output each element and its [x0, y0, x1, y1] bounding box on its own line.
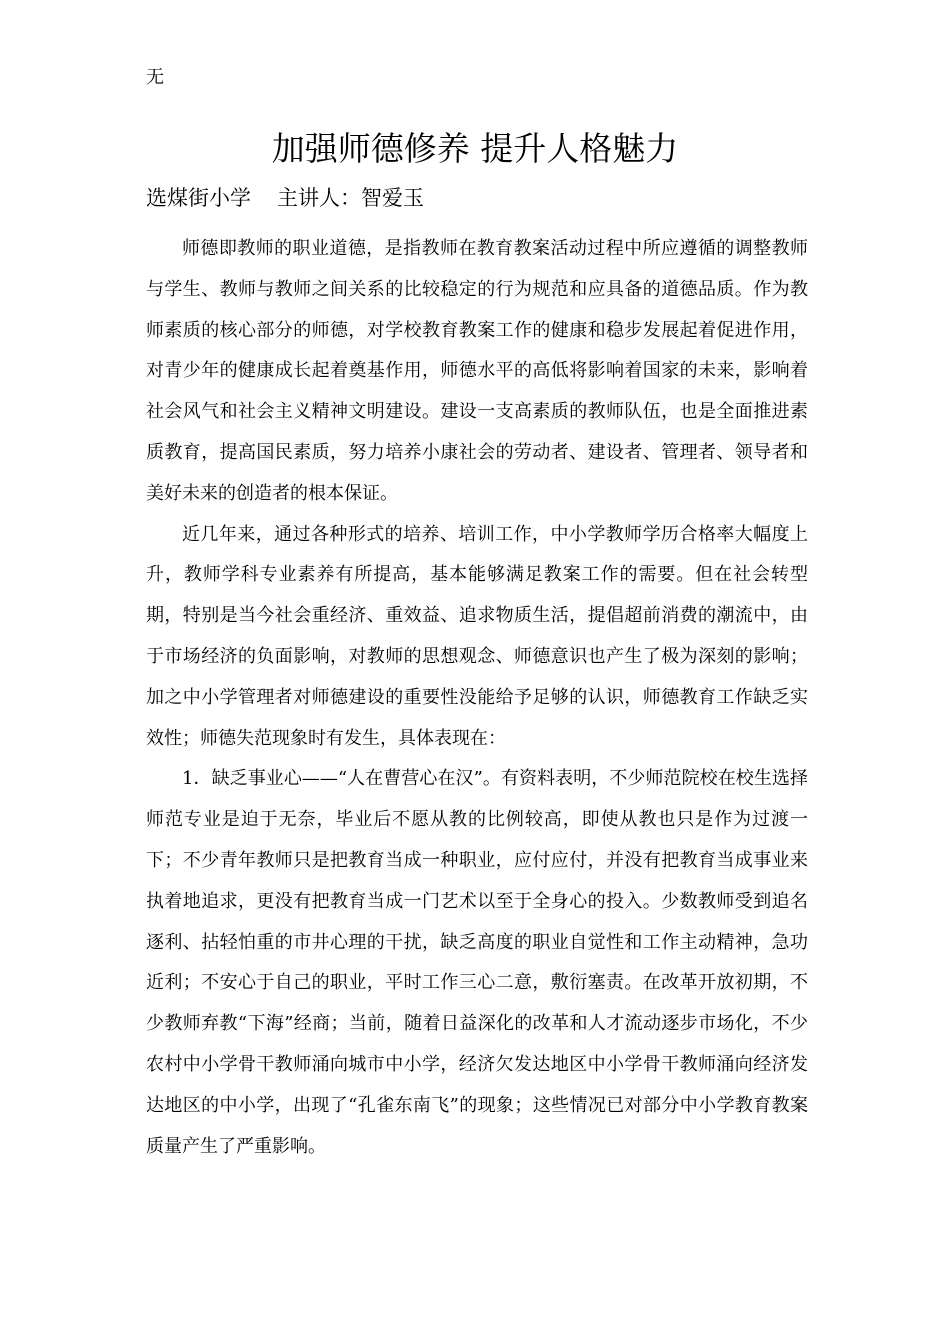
school-name: 选煤街小学: [146, 186, 251, 210]
paragraph: 1．缺乏事业心——“人在曹营心在汉”。有资料表明，不少师范院校在校生选择师范专业是迫于无奈，毕业后不愿从教的比例较高，即使从教也只是作为过渡一下；不少青年教师只是把教育当成一种职业，应付应付，并没有把教育当成事业来执着地追求，更没有把教育当成一门艺术以至于全身心的投入。少数教师受到追名逐利、拈轻怕重的市井心理的干扰，缺乏高度的职业自觉性和工作主动精神，急功近利；不安心于自己的职业，平时工作三心二意，敷衍塞责。在改革开放初期，不少教师弃教“下海”经商；当前，随着日益深化的改革和人才流动逐步市场化，不少农村中小学骨干教师涌向城市中小学，经济欠发达地区中小学骨干教师涌向经济发达地区的中小学，出现了“孔雀东南飞”的现象；这些情况已对部分中小学教育教案质量产生了严重影响。: [146, 768, 808, 1157]
paragraph: 近几年来，通过各种形式的培养、培训工作，中小学教师学历合格率大幅度上升，教师学科专业素养有所提高，基本能够满足教案工作的需要。但在社会转型期，特别是当今社会重经济、重效益、追求物质生活，提倡超前消费的潮流中，由于市场经济的负面影响，对教师的思想观念、师德意识也产生了极为深刻的影响；加之中小学管理者对师德建设的重要性没能给予足够的认识，师德教育工作缺乏实效性；师德失范现象时有发生，具体表现在：: [146, 523, 808, 749]
paragraph: 师德即教师的职业道德，是指教师在教育教案活动过程中所应遵循的调整教师与学生、教师与教师之间关系的比较稳定的行为规范和应具备的道德品质。作为教师素质的核心部分的师德，对学校教育教案工作的健康和稳步发展起着促进作用，对青少年的健康成长起着奠基作用，师德水平的高低将影响着国家的未来，影响着社会风气和社会主义精神文明建设。建设一支高素质的教师队伍，也是全面推进素质教育，提高国民素质，努力培养小康社会的劳动者、建设者、管理者、领导者和美好未来的创造者的根本保证。: [146, 238, 808, 504]
document-title: 加强师德修养 提升人格魅力: [271, 129, 679, 168]
byline: [146, 182, 424, 214]
speaker-name: 主讲人：智爱玉: [277, 186, 424, 210]
header-mark: 无: [146, 67, 164, 88]
document-body: [146, 229, 808, 1167]
